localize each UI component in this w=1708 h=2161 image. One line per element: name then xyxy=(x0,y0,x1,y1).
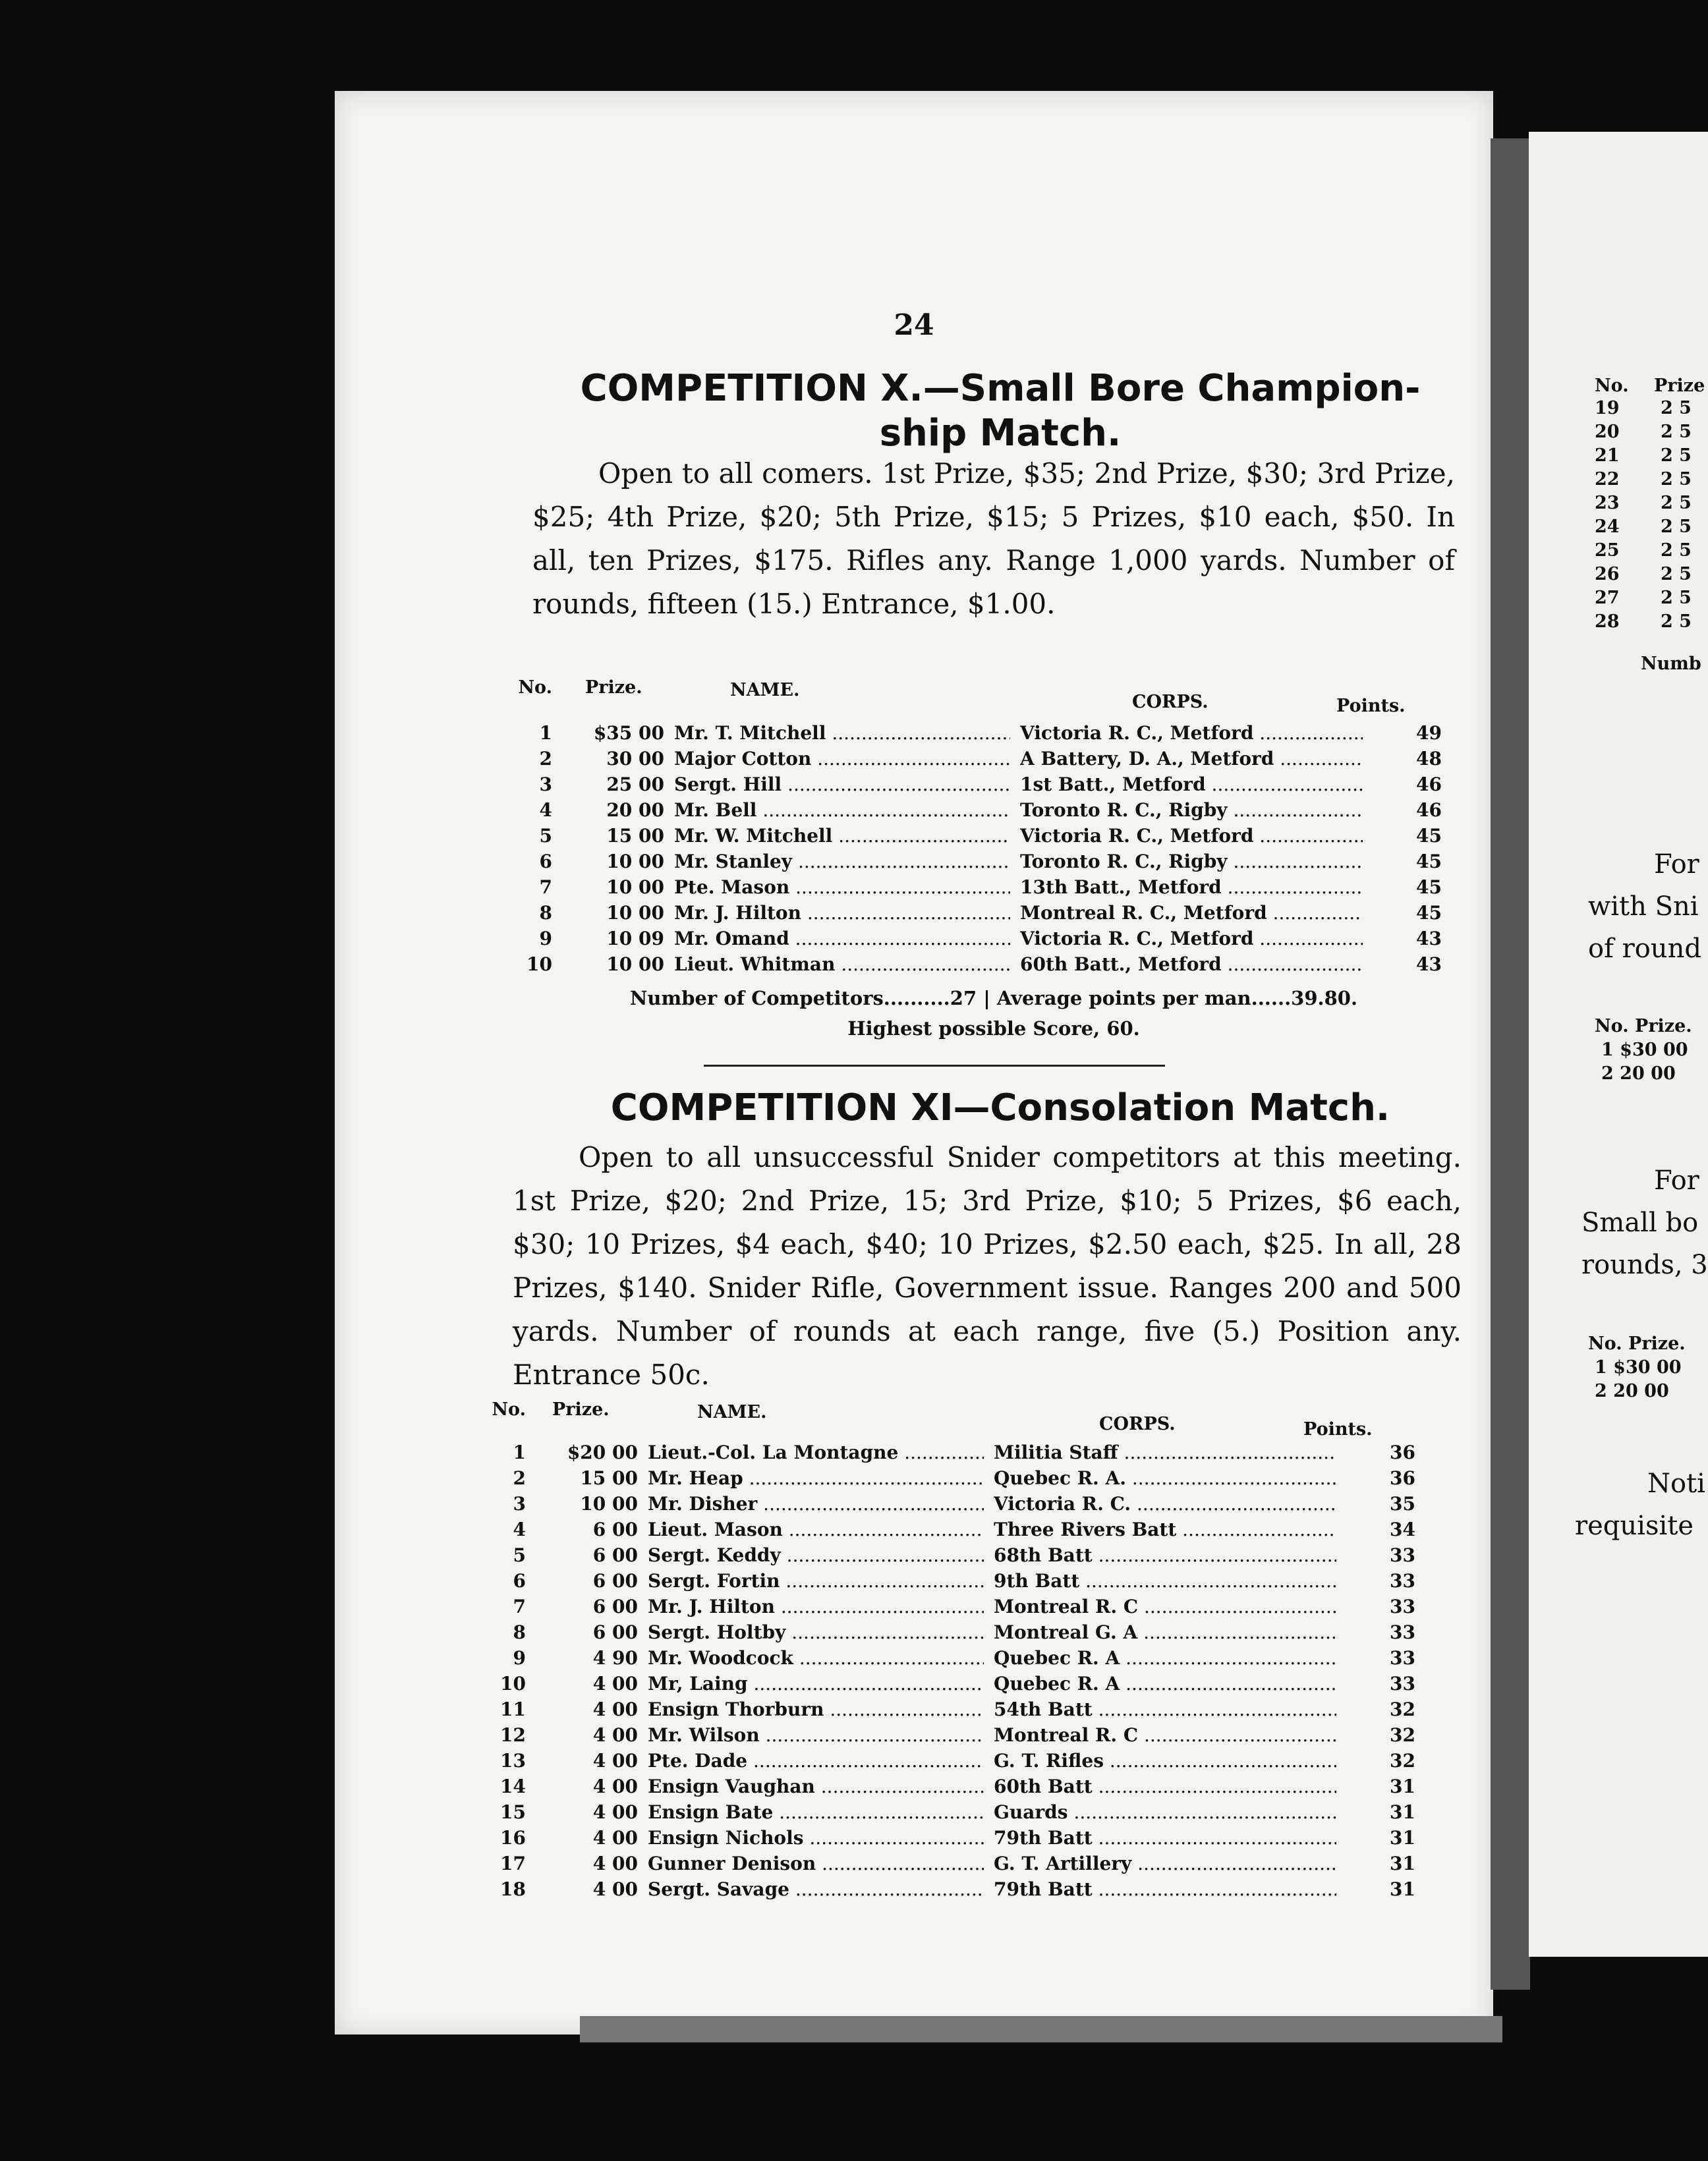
row-corps: 54th Batt ..... xyxy=(994,1698,1336,1720)
row-prize: 15 00 xyxy=(606,825,664,847)
row-points: 45 xyxy=(1416,851,1442,872)
row-name: Mr. Disher ..... xyxy=(648,1493,984,1515)
row-no: 9 xyxy=(513,1647,526,1669)
table-row xyxy=(486,1544,1435,1570)
table-row xyxy=(486,1467,1435,1493)
row-name: Mr. J. Hilton ..... xyxy=(674,902,1010,924)
table-row xyxy=(486,1698,1435,1724)
row-points: 31 xyxy=(1390,1878,1415,1900)
rp-table1-row2: 2 20 00 xyxy=(1601,1063,1676,1084)
row-no: 7 xyxy=(513,1596,526,1617)
table-row xyxy=(513,928,1462,953)
rp-header-no: No. xyxy=(1595,376,1629,396)
row-name: Mr. Wilson ..... xyxy=(648,1724,984,1746)
row-points: 33 xyxy=(1390,1647,1415,1669)
competition-x-description xyxy=(532,452,1455,626)
row-name: Gunner Denison ..... xyxy=(648,1853,984,1874)
header-name: NAME. xyxy=(730,680,800,700)
page-bottom-edge xyxy=(580,2016,1502,2042)
table-row xyxy=(486,1570,1435,1596)
row-points: 46 xyxy=(1416,773,1442,795)
row-no: 10 xyxy=(527,953,552,975)
row-points: 31 xyxy=(1390,1776,1415,1797)
row-name: Ensign Thorburn ..... xyxy=(648,1698,984,1720)
row-points: 32 xyxy=(1390,1750,1415,1772)
row-name: Mr. T. Mitchell ..... xyxy=(674,722,1010,744)
rp-row-prize: 2 5 xyxy=(1661,493,1692,513)
row-prize: 4 00 xyxy=(592,1724,638,1746)
rp-numb: Numb xyxy=(1641,654,1701,674)
table-row xyxy=(486,1853,1435,1878)
row-name: Lieut. Whitman ..... xyxy=(674,953,1010,975)
rp-table2-row1: 1 $30 00 xyxy=(1595,1357,1682,1378)
table-row xyxy=(486,1878,1435,1904)
row-points: 33 xyxy=(1390,1596,1415,1617)
row-prize: $35 00 xyxy=(593,722,664,744)
row-name: Sergt. Keddy ..... xyxy=(648,1544,984,1566)
row-prize: 20 00 xyxy=(606,799,664,821)
rp-row xyxy=(1595,610,1692,634)
row-points: 33 xyxy=(1390,1621,1415,1643)
rp-row-no: 28 xyxy=(1595,611,1620,632)
table-row xyxy=(486,1673,1435,1698)
row-name: Sergt. Savage ..... xyxy=(648,1878,984,1900)
row-points: 43 xyxy=(1416,928,1442,949)
row-points: 31 xyxy=(1390,1827,1415,1849)
rp-para2-line1: For xyxy=(1654,1165,1699,1196)
row-corps: Toronto R. C., Rigby ..... xyxy=(1020,851,1363,872)
row-no: 3 xyxy=(539,773,552,795)
row-points: 36 xyxy=(1390,1467,1415,1489)
header-prize: Prize. xyxy=(585,677,642,698)
row-points: 35 xyxy=(1390,1493,1415,1515)
row-name: Ensign Vaughan ..... xyxy=(648,1776,984,1797)
rp-note-line2: requisite xyxy=(1575,1511,1694,1541)
rp-row-prize: 2 5 xyxy=(1661,540,1692,561)
row-no: 3 xyxy=(513,1493,526,1515)
table-row xyxy=(486,1801,1435,1827)
competition-x-description-text: Open to all comers. 1st Prize, $35; 2nd Prize, $30; 3rd Prize, $25; 4th Prize, $20; 5th Prize, $15; 5 Prizes, $10 each, $50. In all, ten Prizes, $175. Rifles any. Range 1,000 yards. Number of rounds, fifteen (15.) Entrance, $1.00. xyxy=(532,457,1455,620)
row-no: 18 xyxy=(500,1878,526,1900)
row-prize: 10 00 xyxy=(606,851,664,872)
row-prize: 6 00 xyxy=(592,1570,638,1592)
row-prize: 4 90 xyxy=(592,1647,638,1669)
competition-xi-description-text: Open to all unsuccessful Snider competitors at this meeting. 1st Prize, $20; 2nd Prize, 15; 3rd Prize, $10; 5 Prizes, $6 each, $30; 10 Prizes, $4 each, $40; 10 Prizes, $2.50 each, $25. In all, 28 Prizes, $140. Snider Rifle, Government issue. Ranges 200 and 500 yards. Number of rounds at each range, five (5.) Position any. Entrance 50c. xyxy=(513,1141,1462,1391)
rp-row-prize: 2 5 xyxy=(1661,422,1692,442)
row-corps: Montreal R. C ..... xyxy=(994,1596,1336,1617)
row-name: Mr. Heap ..... xyxy=(648,1467,984,1489)
book-page-right-partial xyxy=(1529,132,1708,1957)
rp-row-prize: 2 5 xyxy=(1661,445,1692,466)
row-name: Mr. Stanley ..... xyxy=(674,851,1010,872)
rp-row-no: 27 xyxy=(1595,588,1620,608)
row-no: 8 xyxy=(539,902,552,924)
row-no: 1 xyxy=(513,1442,526,1463)
row-prize: 10 09 xyxy=(606,928,664,949)
row-points: 33 xyxy=(1390,1544,1415,1566)
rp-row-prize: 2 5 xyxy=(1661,564,1692,584)
header-points: Points. xyxy=(1336,696,1406,716)
table-row xyxy=(513,773,1462,799)
competition-x-title-line1: COMPETITION X.—Small Bore Champion- xyxy=(580,367,1421,410)
row-points: 32 xyxy=(1390,1698,1415,1720)
row-prize: 6 00 xyxy=(592,1596,638,1617)
rp-row-no: 25 xyxy=(1595,540,1620,561)
rp-row-no: 22 xyxy=(1595,469,1620,490)
row-points: 48 xyxy=(1416,748,1442,770)
competition-x-summary xyxy=(532,983,1455,1044)
row-prize: $20 00 xyxy=(567,1442,638,1463)
row-no: 6 xyxy=(513,1570,526,1592)
row-prize: 4 00 xyxy=(592,1853,638,1874)
rp-row xyxy=(1595,397,1692,420)
rp-para1-line3: of round xyxy=(1588,934,1701,964)
rp-row-prize: 2 5 xyxy=(1661,588,1692,608)
rp-row xyxy=(1595,586,1692,610)
row-prize: 10 00 xyxy=(606,876,664,898)
header-points: Points. xyxy=(1303,1419,1373,1440)
rp-row xyxy=(1595,563,1692,586)
row-no: 11 xyxy=(500,1698,526,1720)
row-points: 36 xyxy=(1390,1442,1415,1463)
table-row xyxy=(486,1776,1435,1801)
row-points: 34 xyxy=(1390,1519,1415,1540)
rp-row-prize: 2 5 xyxy=(1661,469,1692,490)
row-prize: 10 00 xyxy=(580,1493,638,1515)
rp-note-line1: Noti xyxy=(1647,1469,1705,1499)
table-row xyxy=(486,1596,1435,1621)
rp-row xyxy=(1595,515,1692,539)
row-corps: Montreal R. C ..... xyxy=(994,1724,1336,1746)
table-row xyxy=(513,825,1462,851)
table-row xyxy=(486,1519,1435,1544)
row-corps: 60th Batt., Metford ..... xyxy=(1020,953,1363,975)
row-no: 9 xyxy=(539,928,552,949)
row-points: 31 xyxy=(1390,1801,1415,1823)
row-no: 14 xyxy=(500,1776,526,1797)
row-name: Lieut. Mason ..... xyxy=(648,1519,984,1540)
competitors-summary: Number of Competitors..........27 | Average points per man......39.80. xyxy=(629,987,1358,1009)
row-no: 5 xyxy=(539,825,552,847)
table-row xyxy=(513,902,1462,928)
row-name: Mr. Woodcock ..... xyxy=(648,1647,984,1669)
row-prize: 25 00 xyxy=(606,773,664,795)
row-no: 2 xyxy=(539,748,552,770)
row-name: Lieut.-Col. La Montagne ..... xyxy=(648,1442,984,1463)
row-corps: Victoria R. C., Metford ..... xyxy=(1020,928,1363,949)
row-no: 2 xyxy=(513,1467,526,1489)
table-row xyxy=(513,851,1462,876)
row-prize: 4 00 xyxy=(592,1801,638,1823)
row-name: Pte. Dade ..... xyxy=(648,1750,984,1772)
table-row xyxy=(513,722,1462,748)
row-corps: 79th Batt ..... xyxy=(994,1878,1336,1900)
row-no: 15 xyxy=(500,1801,526,1823)
row-corps: Guards ..... xyxy=(994,1801,1336,1823)
row-points: 45 xyxy=(1416,825,1442,847)
row-points: 33 xyxy=(1390,1673,1415,1695)
competition-xi-title: COMPETITION XI—Consolation Match. xyxy=(610,1086,1390,1129)
row-corps: G. T. Rifles ..... xyxy=(994,1750,1336,1772)
competition-xi-results-table xyxy=(486,1399,1435,1904)
rp-table1-row1: 1 $30 00 xyxy=(1601,1040,1688,1060)
row-name: Mr. Omand ..... xyxy=(674,928,1010,949)
rp-para2-line3: rounds, 3 xyxy=(1581,1250,1708,1280)
row-no: 7 xyxy=(539,876,552,898)
row-prize: 6 00 xyxy=(592,1621,638,1643)
table-header xyxy=(513,677,1462,716)
row-no: 4 xyxy=(539,799,552,821)
row-points: 32 xyxy=(1390,1724,1415,1746)
row-no: 6 xyxy=(539,851,552,872)
rp-row-no: 23 xyxy=(1595,493,1620,513)
table-row xyxy=(486,1724,1435,1750)
row-corps: 9th Batt ..... xyxy=(994,1570,1336,1592)
rp-row xyxy=(1595,420,1692,444)
rp-para1-line2: with Sni xyxy=(1588,891,1699,922)
rp-row-prize: 2 5 xyxy=(1661,517,1692,537)
rp-row xyxy=(1595,444,1692,468)
row-prize: 6 00 xyxy=(592,1544,638,1566)
row-corps: Victoria R. C. ..... xyxy=(994,1493,1336,1515)
table-row xyxy=(486,1442,1435,1467)
row-corps: Militia Staff ..... xyxy=(994,1442,1336,1463)
row-corps: Montreal G. A ..... xyxy=(994,1621,1336,1643)
row-name: Sergt. Holtby ..... xyxy=(648,1621,984,1643)
rp-row-no: 24 xyxy=(1595,517,1620,537)
row-no: 17 xyxy=(500,1853,526,1874)
row-corps: Montreal R. C., Metford ..... xyxy=(1020,902,1363,924)
header-name: NAME. xyxy=(697,1402,767,1422)
row-corps: Toronto R. C., Rigby ..... xyxy=(1020,799,1363,821)
row-prize: 6 00 xyxy=(592,1519,638,1540)
row-prize: 4 00 xyxy=(592,1750,638,1772)
row-name: Mr, Laing ..... xyxy=(648,1673,984,1695)
rp-row-no: 21 xyxy=(1595,445,1620,466)
row-points: 31 xyxy=(1390,1853,1415,1874)
rp-para1-line1: For xyxy=(1654,849,1699,880)
row-prize: 4 00 xyxy=(592,1698,638,1720)
row-corps: Quebec R. A. ..... xyxy=(994,1467,1336,1489)
row-corps: G. T. Artillery ..... xyxy=(994,1853,1336,1874)
row-corps: Victoria R. C., Metford ..... xyxy=(1020,825,1363,847)
row-no: 12 xyxy=(500,1724,526,1746)
row-corps: Victoria R. C., Metford ..... xyxy=(1020,722,1363,744)
rp-row-prize: 2 5 xyxy=(1661,611,1692,632)
row-prize: 4 00 xyxy=(592,1878,638,1900)
competition-x-title-line2: ship Match. xyxy=(879,412,1122,455)
row-prize: 4 00 xyxy=(592,1776,638,1797)
header-no: No. xyxy=(518,677,552,698)
row-name: Sergt. Hill ..... xyxy=(674,773,1010,795)
row-prize: 4 00 xyxy=(592,1673,638,1695)
rp-para2-line2: Small bo xyxy=(1581,1208,1699,1238)
book-gutter xyxy=(1491,138,1530,1990)
rp-table1-header: No. Prize. xyxy=(1595,1016,1692,1036)
row-no: 8 xyxy=(513,1621,526,1643)
row-prize: 15 00 xyxy=(580,1467,638,1489)
rp-row-no: 26 xyxy=(1595,564,1620,584)
row-points: 33 xyxy=(1390,1570,1415,1592)
row-prize: 30 00 xyxy=(606,748,664,770)
row-name: Sergt. Fortin ..... xyxy=(648,1570,984,1592)
table-row xyxy=(513,876,1462,902)
header-corps: CORPS. xyxy=(1132,692,1209,712)
row-no: 5 xyxy=(513,1544,526,1566)
header-prize: Prize. xyxy=(552,1399,610,1420)
row-corps: 68th Batt ..... xyxy=(994,1544,1336,1566)
row-name: Ensign Bate ..... xyxy=(648,1801,984,1823)
rp-row xyxy=(1595,491,1692,515)
row-prize: 4 00 xyxy=(592,1827,638,1849)
row-corps: A Battery, D. A., Metford ..... xyxy=(1020,748,1363,770)
competition-x-title xyxy=(532,366,1468,456)
rp-header-prize: Prize xyxy=(1654,376,1705,396)
table-header xyxy=(486,1399,1435,1440)
competition-x-results-table xyxy=(513,677,1462,979)
row-points: 45 xyxy=(1416,902,1442,924)
row-corps: Three Rivers Batt ..... xyxy=(994,1519,1336,1540)
row-corps: 60th Batt ..... xyxy=(994,1776,1336,1797)
table-row xyxy=(486,1493,1435,1519)
row-prize: 10 00 xyxy=(606,953,664,975)
row-corps: Quebec R. A ..... xyxy=(994,1673,1336,1695)
row-points: 46 xyxy=(1416,799,1442,821)
table-row xyxy=(513,799,1462,825)
section-divider xyxy=(704,1065,1165,1067)
table-row xyxy=(486,1827,1435,1853)
row-corps: Quebec R. A ..... xyxy=(994,1647,1336,1669)
table-row xyxy=(486,1647,1435,1673)
rp-row xyxy=(1595,468,1692,491)
row-corps: 13th Batt., Metford ..... xyxy=(1020,876,1363,898)
book-page-left xyxy=(335,91,1493,2035)
rp-rows xyxy=(1595,397,1692,634)
row-name: Pte. Mason ..... xyxy=(674,876,1010,898)
row-points: 49 xyxy=(1416,722,1442,744)
row-prize: 10 00 xyxy=(606,902,664,924)
header-no: No. xyxy=(492,1399,526,1420)
row-no: 10 xyxy=(500,1673,526,1695)
row-name: Mr. W. Mitchell ..... xyxy=(674,825,1010,847)
page-number: 24 xyxy=(894,308,934,342)
rp-table2-header: No. Prize. xyxy=(1588,1333,1686,1354)
row-name: Major Cotton ..... xyxy=(674,748,1010,770)
rp-table2-row2: 2 20 00 xyxy=(1595,1381,1669,1401)
row-no: 4 xyxy=(513,1519,526,1540)
rp-row-prize: 2 5 xyxy=(1661,398,1692,418)
rp-row-no: 20 xyxy=(1595,422,1620,442)
table-row xyxy=(513,953,1462,979)
row-corps: 79th Batt ..... xyxy=(994,1827,1336,1849)
competition-xi-description xyxy=(513,1136,1462,1397)
row-name: Ensign Nichols ..... xyxy=(648,1827,984,1849)
header-corps: CORPS. xyxy=(1099,1414,1176,1434)
table-row xyxy=(513,748,1462,773)
rp-row-no: 19 xyxy=(1595,398,1620,418)
row-no: 16 xyxy=(500,1827,526,1849)
competition-xi-rows xyxy=(486,1442,1435,1904)
row-name: Mr. Bell ..... xyxy=(674,799,1010,821)
table-row xyxy=(486,1750,1435,1776)
rp-row xyxy=(1595,539,1692,563)
table-row xyxy=(486,1621,1435,1647)
row-no: 13 xyxy=(500,1750,526,1772)
highest-score: Highest possible Score, 60. xyxy=(847,1017,1140,1040)
competition-x-rows xyxy=(513,722,1462,979)
row-no: 1 xyxy=(539,722,552,744)
row-name: Mr. J. Hilton ..... xyxy=(648,1596,984,1617)
row-points: 43 xyxy=(1416,953,1442,975)
row-corps: 1st Batt., Metford ..... xyxy=(1020,773,1363,795)
row-points: 45 xyxy=(1416,876,1442,898)
